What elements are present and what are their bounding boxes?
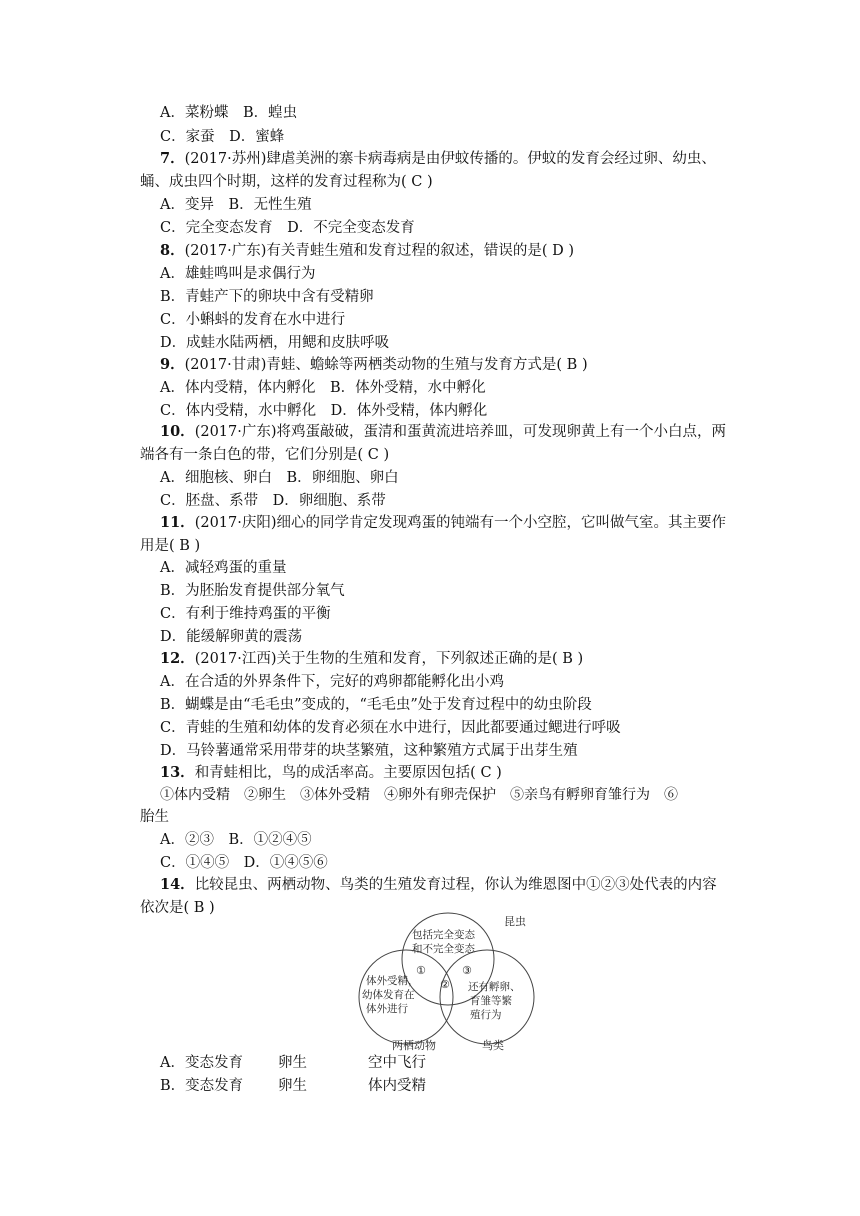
question-11-option-c: C．有利于维持鸡蛋的平衡 [160, 606, 331, 622]
q6-options-row-2: C．家蚕 D．蜜蜂 [160, 129, 285, 145]
venn-mark-1: ① [416, 964, 426, 977]
venn-amphibian-text-1: 体外受精， [366, 975, 419, 987]
question-8-option-a: A．雄蛙鸣叫是求偶行为 [160, 266, 316, 282]
question-13-options-row-1: A．②③ B．①②④⑤ [160, 832, 312, 848]
venn-mark-2: ② [440, 978, 450, 991]
venn-insect-text-2: 和不完全变态 [412, 943, 475, 955]
venn-bird-text-2: 育雏等繁 [470, 995, 512, 1007]
question-14-stem [160, 874, 717, 896]
question-13-options-row-2: C．①④⑤ D．①④⑤⑥ [160, 855, 328, 871]
question-14-stem-line-1: 比较昆虫、两栖动物、鸟类的生殖发育过程，你认为维恩图中①②③处代表的内容 [194, 877, 717, 893]
question-14-number: 14． [160, 876, 195, 893]
question-12-option-a: A．在合适的外界条件下，完好的鸡卵都能孵化出小鸡 [160, 674, 504, 690]
question-14-stem-line-2: 依次是( B ) [140, 900, 215, 916]
question-7-options-row-2: C．完全变态发育 D．不完全变态发育 [160, 220, 415, 236]
question-11-stem-line-2: 用是( B ) [140, 538, 201, 554]
question-9-options-row-2: C．体内受精，水中孵化 D．体外受精，体内孵化 [160, 403, 488, 419]
question-7-number: 7． [160, 150, 185, 167]
question-8-option-c: C．小蝌蚪的发育在水中进行 [160, 312, 346, 328]
venn-amphibian-text-2: 幼体发育在 [362, 989, 415, 1001]
q6-options-row-1: A．菜粉蝶 B．蝗虫 [160, 105, 298, 121]
venn-mark-3: ③ [462, 964, 472, 977]
question-11-option-d: D．能缓解卵黄的震荡 [160, 629, 303, 645]
question-12-option-d: D．马铃薯通常采用带芽的块茎繁殖，这种繁殖方式属于出芽生殖 [160, 743, 578, 759]
question-11-stem [160, 512, 726, 534]
question-12-number: 12． [160, 650, 195, 667]
venn-label-bird: 鸟类 [482, 1039, 504, 1052]
venn-bird-text-3: 殖行为 [470, 1009, 502, 1021]
question-10-options-row-2: C．胚盘、系带 D．卵细胞、系带 [160, 493, 386, 509]
question-11-option-b: B．为胚胎发育提供部分氧气 [160, 583, 345, 599]
question-10-stem-line-1: (2017·广东)将鸡蛋敲破，蛋清和蛋黄流进培养皿，可发现卵黄上有一个小白点，两 [194, 424, 727, 440]
question-13-items-line-2: 胎生 [140, 809, 169, 825]
venn-bird-text-1: 还有孵卵、 [468, 981, 521, 993]
question-11-stem-line-1: (2017·庆阳)细心的同学肯定发现鸡蛋的钝端有一个小空腔，它叫做气室。其主要作 [194, 515, 727, 531]
question-8-number: 8． [160, 242, 185, 259]
question-14-option-b-col-1: B．变态发育 [160, 1078, 244, 1094]
venn-amphibian-text-3: 体外进行 [366, 1003, 408, 1015]
question-14-option-a-col-2: 卵生 [278, 1055, 307, 1071]
question-9-stem [160, 354, 588, 376]
question-9-stem-text: (2017·甘肃)青蛙、蟾蜍等两栖类动物的生殖与发育方式是( B ) [184, 357, 588, 373]
question-7-stem-line-1: (2017·苏州)肆虐美洲的寨卡病毒病是由伊蚊传播的。伊蚊的发育会经过卵、幼虫、 [184, 151, 716, 167]
question-11-number: 11． [160, 514, 195, 531]
venn-insect-text-1: 包括完全变态 [412, 929, 475, 941]
question-12-option-b: B．蝴蝶是由“毛毛虫”变成的，“毛毛虫”处于发育过程中的幼虫阶段 [160, 697, 592, 713]
question-12-stem-text: (2017·江西)关于生物的生殖和发育，下列叙述正确的是( B ) [194, 651, 584, 667]
question-12-option-c: C．青蛙的生殖和幼体的发育必须在水中进行，因此都要通过鳃进行呼吸 [160, 720, 621, 736]
question-9-options-row-1: A．体内受精，体内孵化 B．体外受精，水中孵化 [160, 380, 486, 396]
question-13-number: 13． [160, 764, 195, 781]
question-10-stem-line-2: 端各有一条白色的带，它们分别是( C ) [140, 447, 390, 463]
question-11-option-a: A．减轻鸡蛋的重量 [160, 560, 287, 576]
question-12-stem [160, 648, 583, 670]
question-13-stem-text: 和青蛙相比，鸟的成活率高。主要原因包括( C ) [194, 765, 502, 781]
question-13-items-line-1: ①体内受精 ②卵生 ③体外受精 ④卵外有卵壳保护 ⑤亲鸟有孵卵育雏行为 ⑥ [160, 787, 678, 803]
question-10-number: 10． [160, 423, 195, 440]
question-13-stem [160, 762, 502, 784]
question-10-stem [160, 421, 726, 443]
venn-diagram [354, 910, 540, 1052]
question-8-option-d: D．成蛙水陆两栖，用鳃和皮肤呼吸 [160, 335, 390, 351]
question-8-option-b: B．青蛙产下的卵块中含有受精卵 [160, 289, 374, 305]
question-14-option-b-col-3: 体内受精 [368, 1078, 426, 1094]
venn-label-insect: 昆虫 [504, 915, 526, 928]
question-8-stem-text: (2017·广东)有关青蛙生殖和发育过程的叙述，错误的是( D ) [184, 243, 575, 259]
venn-label-amphibian: 两栖动物 [392, 1039, 436, 1052]
question-14-option-a-col-1: A．变态发育 [160, 1055, 243, 1071]
question-8-stem [160, 240, 574, 262]
question-14-option-a-col-3: 空中飞行 [368, 1055, 426, 1071]
question-10-options-row-1: A．细胞核、卵白 B．卵细胞、卵白 [160, 470, 399, 486]
question-14-option-b-col-2: 卵生 [278, 1078, 307, 1094]
question-7-stem-line-2: 蛹、成虫四个时期，这样的发育过程称为( C ) [140, 174, 433, 190]
question-7-options-row-1: A．变异 B．无性生殖 [160, 197, 312, 213]
question-9-number: 9． [160, 356, 185, 373]
question-7-stem [160, 148, 716, 170]
